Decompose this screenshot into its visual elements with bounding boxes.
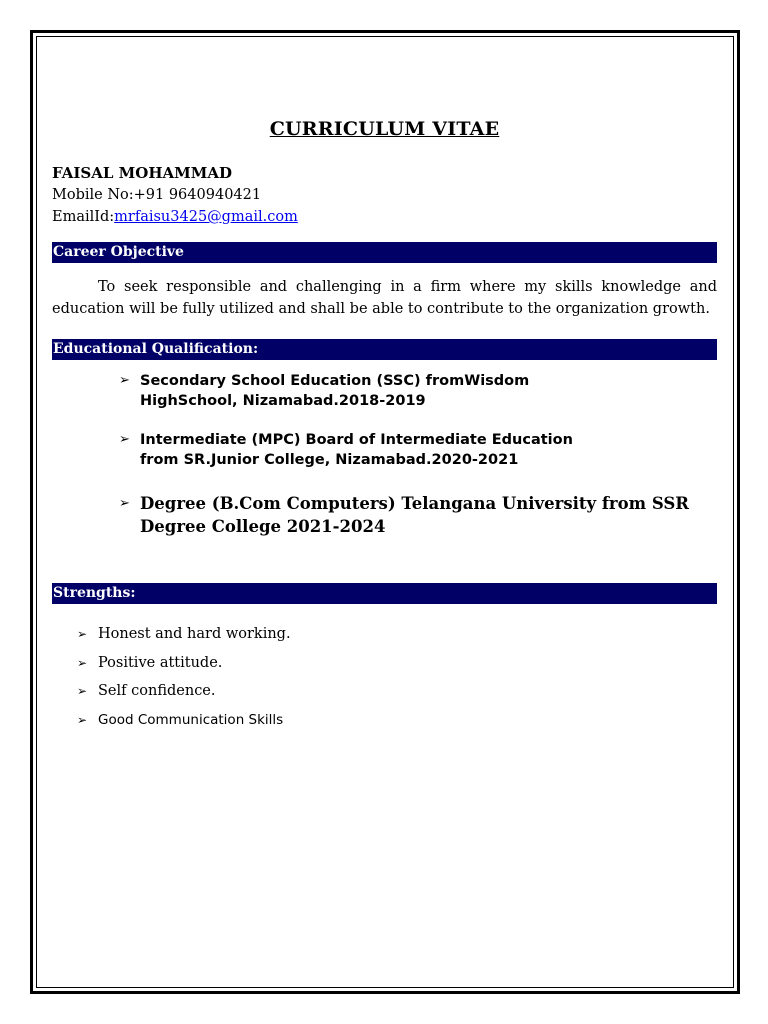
education-item-intermediate <box>52 430 600 470</box>
arrow-bullet-icon: ➢ <box>77 627 88 641</box>
strength-item-text: Honest and hard working. <box>98 626 291 642</box>
section-header-education: Educational Qualification: <box>52 339 717 360</box>
email-line <box>52 206 717 228</box>
document-title: CURRICULUM VITAE <box>269 118 500 140</box>
arrow-bullet-icon: ➢ <box>77 712 88 727</box>
strength-item <box>52 623 717 645</box>
education-item-text: Degree (B.Com Computers) Telangana University from SSR Degree College 2021-2024 <box>140 494 690 536</box>
education-list <box>52 371 717 538</box>
strength-item <box>52 652 717 674</box>
candidate-name: FAISAL MOHAMMAD <box>52 164 232 182</box>
strengths-list <box>52 623 717 731</box>
education-item-ssc <box>52 371 600 411</box>
career-objective-text: To seek responsible and challenging in a firm where my skills knowledge and education will be fully utilized and shall be able to contribute to the organization growth. <box>52 279 717 317</box>
strength-item <box>52 709 717 731</box>
strength-item-text: Self confidence. <box>98 683 216 699</box>
email-link[interactable]: mrfaisu3425@gmail.com <box>114 209 298 225</box>
education-item-degree <box>52 492 700 538</box>
arrow-bullet-icon: ➢ <box>77 655 88 670</box>
section-header-career-objective: Career Objective <box>52 242 717 263</box>
mobile-number: Mobile No:+91 9640940421 <box>52 187 262 203</box>
arrow-bullet-icon: ➢ <box>119 373 130 388</box>
email-label: EmailId: <box>52 209 115 225</box>
arrow-bullet-icon: ➢ <box>119 432 130 447</box>
arrow-bullet-icon: ➢ <box>77 684 88 698</box>
arrow-bullet-icon: ➢ <box>119 496 130 511</box>
education-item-text: Intermediate (MPC) Board of Intermediate Education from SR.Junior College, Nizamabad.2020-2021 <box>140 432 573 468</box>
strength-item-text: Good Communication Skills <box>98 711 284 728</box>
education-item-text: Secondary School Education (SSC) fromWisdom HighSchool, Nizamabad.2018-2019 <box>140 373 530 409</box>
strength-item <box>52 680 717 702</box>
strength-item-text: Positive attitude. <box>98 654 223 671</box>
section-header-strengths: Strengths: <box>52 583 717 604</box>
resume-content <box>52 118 717 737</box>
